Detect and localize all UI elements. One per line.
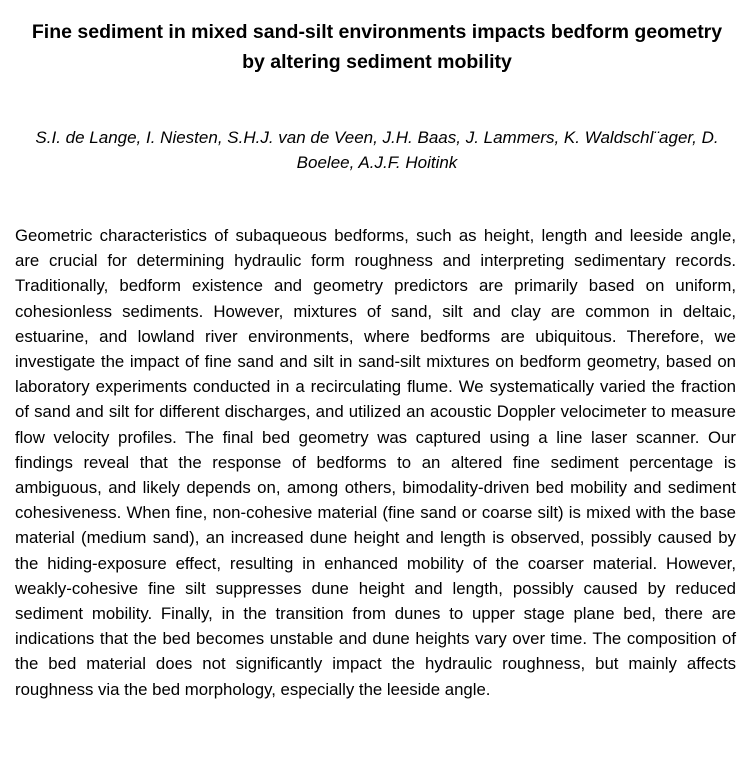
paper-title: Fine sediment in mixed sand-silt environments impacts bedform geometry by altering sediment mobility (31, 21, 723, 73)
abstract-text: Geometric characteristics of subaqueous bedforms, such as height, length and leeside angle, are crucial for determining hydraulic form roughness and interpreting sedimentary records. Traditionally, bedform existence and geometry predictors are primarily based on uniform, cohesionless sediments. However, mixtures of sand, silt and clay are common in deltaic, estuarine, and lowland river environments, where bedforms are ubiquitous. Therefore, we investigate the impact of fine sand and silt in sand-silt mixtures on bedform geometry, based on laboratory experiments conducted in a recirculating flume. We systematically varied the fraction of sand and silt for different discharges, and utilized an acoustic Doppler velocimeter to measure flow velocity profiles. The final bed geometry was captured using a line laser scanner. Our findings reveal that the response of bedforms to an altered fine sediment percentage is ambiguous, and likely depends on, among others, bimodality-driven bed mobility and sediment cohesiveness. When fine, non-cohesive material (fine sand or coarse silt) is mixed with the base material (medium sand), an increased dune height and length is observed, possibly caused by the hiding-exposure effect, resulting in enhanced mobility of the coarser material. However, weakly-cohesive fine silt suppresses dune height and length, possibly caused by reduced sediment mobility. Finally, in the transition from dunes to upper stage plane bed, there are indications that the bed becomes unstable and dune heights vary over time. The composition of the bed material does not significantly impact the hydraulic roughness, but mainly affects roughness via the bed morphology, especially the leeside angle. (15, 226, 736, 699)
author-list: S.I. de Lange, I. Niesten, S.H.J. van de Veen, J.H. Baas, J. Lammers, K. Waldschl¨ager, D. Boelee, A.J.F. Hoitink (35, 128, 719, 172)
